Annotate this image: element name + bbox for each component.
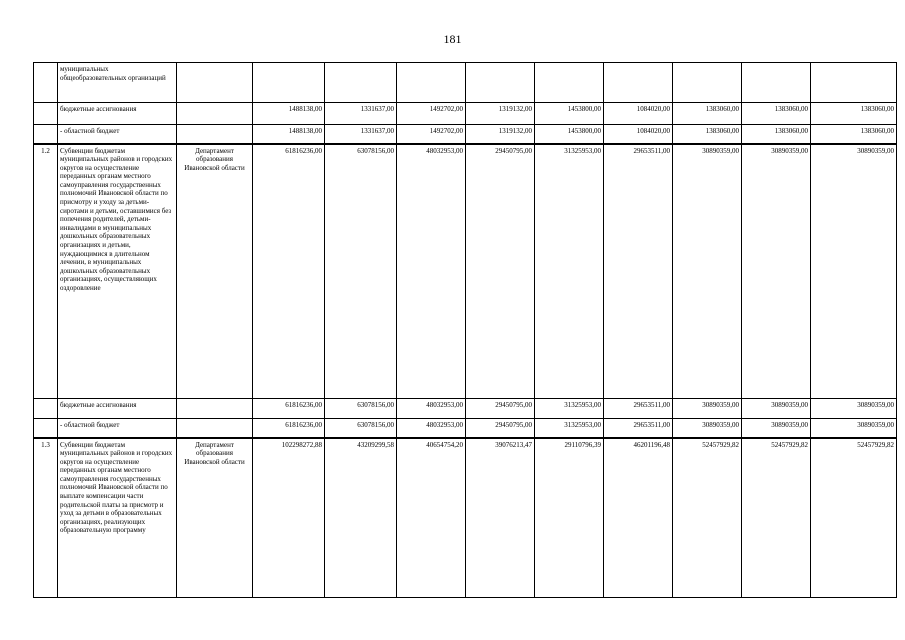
value-cell: 31325953,00 (535, 144, 604, 399)
value-cell: 1492702,00 (397, 103, 466, 125)
executor-cell (177, 419, 253, 438)
row-name-cell: - областной бюджет (58, 419, 177, 438)
value-cell: 61816236,00 (253, 144, 325, 399)
value-cell: 52457929,82 (811, 438, 897, 598)
value-cell (673, 63, 742, 103)
row-number-cell (34, 125, 58, 144)
executor-cell (177, 125, 253, 144)
executor-cell: Департамент образования Ивановской области (177, 438, 253, 598)
row-name-cell: Субвенции бюджетам муниципальных районов и городских округов на осуществление переданных органам местного самоуправления государственных полномочий Ивановской области по выплате компенсации части родительской платы за присмотр и уход за детьми в образовательных организациях, реализующих образовательную программу (58, 438, 177, 598)
value-cell: 30890359,00 (742, 144, 811, 399)
value-cell: 1453800,00 (535, 125, 604, 144)
value-cell (742, 63, 811, 103)
value-cell (535, 63, 604, 103)
value-cell: 29653511,00 (604, 144, 673, 399)
value-cell (466, 63, 535, 103)
page-number: 181 (443, 32, 462, 46)
value-cell: 1331637,00 (325, 103, 397, 125)
executor-cell: Департамент образования Ивановской области (177, 144, 253, 399)
value-cell: 1319132,00 (466, 125, 535, 144)
value-cell: 1319132,00 (466, 103, 535, 125)
value-cell: 1492702,00 (397, 125, 466, 144)
value-cell: 40654754,20 (397, 438, 466, 598)
row-name-cell: бюджетные ассигнования (58, 103, 177, 125)
row-name-cell: - областной бюджет (58, 125, 177, 144)
row-number-cell: 1.3 (34, 438, 58, 598)
value-cell (811, 63, 897, 103)
value-cell: 1488138,00 (253, 125, 325, 144)
value-cell: 30890359,00 (811, 144, 897, 399)
value-cell: 1383060,00 (811, 125, 897, 144)
value-cell: 1383060,00 (742, 125, 811, 144)
table-row (34, 438, 897, 598)
value-cell: 61816236,00 (253, 419, 325, 438)
value-cell: 1331637,00 (325, 125, 397, 144)
value-cell: 63078156,00 (325, 419, 397, 438)
value-cell: 31325953,00 (535, 419, 604, 438)
table-row (34, 103, 897, 125)
value-cell: 30890359,00 (811, 419, 897, 438)
value-cell: 48032953,00 (397, 144, 466, 399)
table-row (34, 144, 897, 399)
value-cell: 30890359,00 (811, 399, 897, 419)
value-cell: 1453800,00 (535, 103, 604, 125)
value-cell: 29450795,00 (466, 399, 535, 419)
executor-cell (177, 103, 253, 125)
value-cell (253, 63, 325, 103)
value-cell: 30890359,00 (673, 419, 742, 438)
value-cell: 1084020,00 (604, 125, 673, 144)
value-cell: 30890359,00 (742, 419, 811, 438)
row-name-cell: Субвенции бюджетам муниципальных районов и городских округов на осуществление переданных органам местного самоуправления государственных полномочий Ивановской области по присмотру и уходу за детьми-сиротами и детьми, оставшимися без попечения родителей, детьми-инвалидами в муниципальных дошкольных образовательных организациях и детьми, нуждающимися в длительном лечении, в муниципальных дошкольных образовательных организациях, осуществляющих оздоровление (58, 144, 177, 399)
value-cell: 29653511,00 (604, 419, 673, 438)
value-cell: 30890359,00 (742, 399, 811, 419)
value-cell: 1084020,00 (604, 103, 673, 125)
table-row (34, 63, 897, 103)
value-cell: 52457929,82 (673, 438, 742, 598)
value-cell: 48032953,00 (397, 399, 466, 419)
value-cell: 46201196,48 (604, 438, 673, 598)
row-number-cell (34, 63, 58, 103)
executor-cell (177, 399, 253, 419)
value-cell: 52457929,82 (742, 438, 811, 598)
value-cell (604, 63, 673, 103)
value-cell (325, 63, 397, 103)
executor-cell (177, 63, 253, 103)
table-row (34, 399, 897, 419)
row-number-cell (34, 419, 58, 438)
value-cell: 63078156,00 (325, 399, 397, 419)
value-cell: 29450795,00 (466, 419, 535, 438)
row-name-cell: муниципальных общеобразовательных организаций (58, 63, 177, 103)
value-cell: 1383060,00 (742, 103, 811, 125)
table-row (34, 419, 897, 438)
value-cell: 1383060,00 (673, 103, 742, 125)
value-cell (397, 63, 466, 103)
value-cell: 29653511,00 (604, 399, 673, 419)
value-cell: 30890359,00 (673, 144, 742, 399)
value-cell: 39076213,47 (466, 438, 535, 598)
value-cell: 29110796,39 (535, 438, 604, 598)
row-number-cell: 1.2 (34, 144, 58, 399)
table-row (34, 125, 897, 144)
value-cell: 29450795,00 (466, 144, 535, 399)
value-cell: 63078156,00 (325, 144, 397, 399)
value-cell: 1488138,00 (253, 103, 325, 125)
row-name-cell: бюджетные ассигнования (58, 399, 177, 419)
value-cell: 61816236,00 (253, 399, 325, 419)
value-cell: 30890359,00 (673, 399, 742, 419)
value-cell: 31325953,00 (535, 399, 604, 419)
value-cell: 48032953,00 (397, 419, 466, 438)
row-number-cell (34, 399, 58, 419)
value-cell: 1383060,00 (673, 125, 742, 144)
row-number-cell (34, 103, 58, 125)
value-cell: 43209299,58 (325, 438, 397, 598)
value-cell: 1383060,00 (811, 103, 897, 125)
budget-table (33, 62, 897, 598)
value-cell: 102298272,88 (253, 438, 325, 598)
